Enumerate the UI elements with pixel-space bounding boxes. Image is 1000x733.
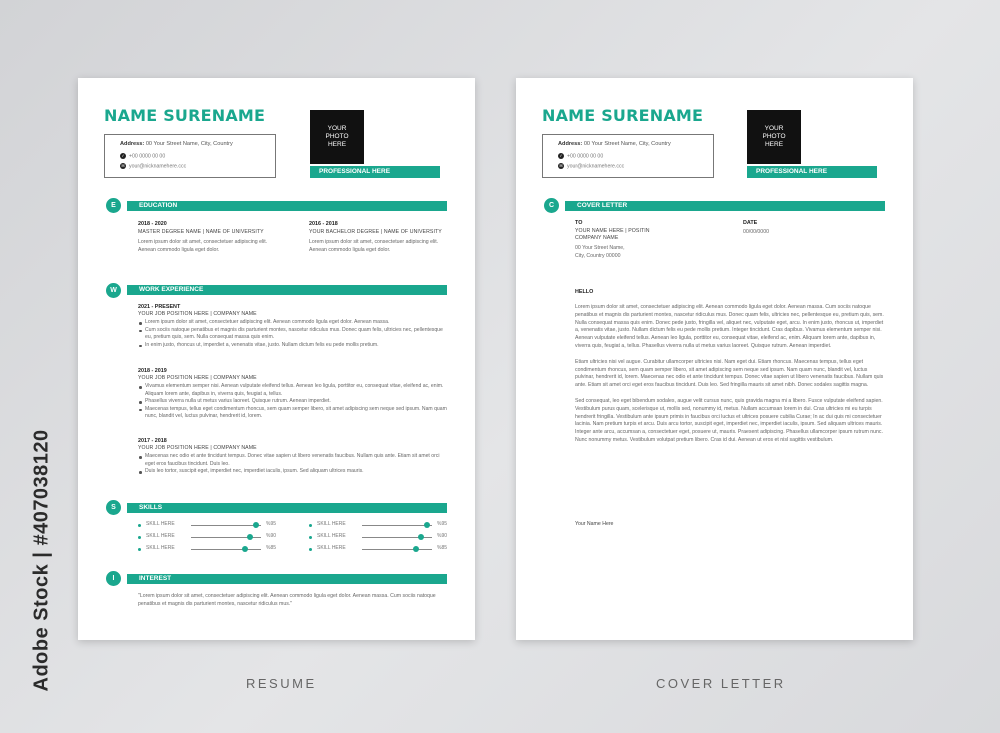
skill-label: SKILL HERE xyxy=(146,533,175,539)
job-position: YOUR JOB POSITION HERE | COMPANY NAME xyxy=(138,311,257,317)
date-value: 00/00/0000 xyxy=(743,229,769,235)
skill-row xyxy=(138,545,288,555)
photo-text-3: HERE xyxy=(764,141,784,149)
skill-slider-knob xyxy=(418,534,424,540)
skill-label: SKILL HERE xyxy=(146,545,175,551)
address-value: 00 Your Street Name, City, Country xyxy=(145,141,233,147)
cover-name: NAME SURENAME xyxy=(542,106,704,125)
work-job-3 xyxy=(138,438,448,476)
stock-id-watermark: Adobe Stock | #407038120 xyxy=(30,429,53,692)
skill-slider-track xyxy=(362,549,432,550)
to-company: COMPANY NAME xyxy=(575,235,619,241)
education-icon: E xyxy=(106,198,121,213)
bullet-icon xyxy=(309,548,312,551)
to-name: YOUR NAME HERE | POSITIN xyxy=(575,228,650,234)
job-bullet: Phasellus viverra nulla ut metus varius laoreet. Quisque rutrum. Aenean imperdiet. xyxy=(145,398,448,406)
resume-email-line xyxy=(120,163,186,169)
job-years: 2018 - 2019 xyxy=(138,368,167,374)
skill-percent: %85 xyxy=(437,545,448,551)
recipient-block xyxy=(575,220,725,260)
email-value: your@nicknamehere.ccc xyxy=(129,163,187,170)
skill-row xyxy=(138,533,288,543)
skill-label: SKILL HERE xyxy=(317,545,346,551)
to-address-line-2: City, Country 00000 xyxy=(575,253,621,259)
education-text: Lorem ipsum dolor sit amet, consectetuer adipiscing elit. Aenean commodo ligula eget dolor. xyxy=(309,239,439,253)
skill-label: SKILL HERE xyxy=(146,521,175,527)
skill-slider-knob xyxy=(424,522,430,528)
skill-row xyxy=(309,533,459,543)
date-label: DATE xyxy=(743,220,758,226)
bullet-icon xyxy=(309,536,312,539)
cover-professional-bar: PROFESSIONAL HERE xyxy=(747,166,877,178)
job-bullet: Lorem ipsum dolor sit amet, consectetuer adipiscing elit. Aenean commodo ligula eget dolor. Aenean massa. xyxy=(145,319,448,327)
resume-name: NAME SURENAME xyxy=(104,106,266,125)
letter-paragraph: Lorem ipsum dolor sit amet, consectetuer adipiscing elit. Aenean commodo ligula eget dolor. Aenean massa. Cum sociis natoque penatibus et magnis dis parturient montes, nascetur ridiculus mus. Donec quam felis, ultricies nec, pellentesque eu, pretium quis, sem. Nulla consequat massa quis enim. Donec pede justo, fringilla vel, aliquet nec, vulputate eget, arcu. In enim justo, rhoncus ut, imperdiet a, venenatis vitae, justo. Nullam dictum felis eu pede mollis pretium. Integer tincidunt. Cras dapibus. Vivamus elementum semper nisi. Aenean vulputate eleifend tellus. Aenean leo ligula, porttitor eu, consequat vitae, eleifend ac, enim. Aliquam lorem ante, dapibus in, viverra quis, feugiat a, tellus. Phasellus viverra nulla ut metus varius laoreet. Quisque rutrum. Aenean imperdiet. xyxy=(575,304,884,349)
bullet-icon xyxy=(138,524,141,527)
photo-text-1: YOUR xyxy=(327,124,347,132)
phone-icon: ✓ xyxy=(121,153,125,158)
work-job-2 xyxy=(138,368,448,421)
bullet-icon xyxy=(138,548,141,551)
cover-caption: COVER LETTER xyxy=(656,676,786,691)
job-bullet: Cum sociis natoque penatibus et magnis dis parturient montes, nascetur ridiculus mus. Donec quam felis, ultricies nec, pellentesque eu, pretium quis, sem. Nulla consequat massa quis enim. xyxy=(145,327,448,342)
skills-heading: SKILLS xyxy=(127,503,447,513)
resume-page xyxy=(78,78,475,640)
resume-phone-line xyxy=(120,153,165,159)
skills-icon: S xyxy=(106,500,121,515)
job-bullet: Maecenas tempus, tellus eget condimentum rhoncus, sem quam semper libero, sit amet adipiscing sem neque sed ipsum. Nam quam nunc, blandit vel, luctus pulvinar, hendrerit id, lorem. xyxy=(145,405,447,420)
skill-label: SKILL HERE xyxy=(317,533,346,539)
job-years: 2017 - 2018 xyxy=(138,438,167,444)
letter-paragraph: Etiam ultricies nisi vel augue. Curabitur ullamcorper ultricies nisi. Nam eget dui. Etiam rhoncus. Maecenas tempus, tellus eget condimentum rhoncus, sem quam semper libero, sit amet adipiscing sem neque sed ipsum. Nam quam nunc, blandit vel, luctus pulvinar, hendrerit id, lorem. Maecenas nec odio et ante tincidunt tempus. Donec vitae sapien ut libero venenatis faucibus. Nullam quis ante. Etiam sit amet orci eget eros faucibus tincidunt. Duis leo. Sed fringilla mauris sit amet nibh. Donec sodales sagittis magna. xyxy=(575,358,884,389)
skill-percent: %90 xyxy=(437,533,448,539)
photo-text-3: HERE xyxy=(327,141,347,149)
resume-contact-box xyxy=(104,134,276,178)
job-bullet: In enim justo, rhoncus ut, imperdiet a, venenatis vitae, justo. Nullam dictum felis eu pede mollis pretium. xyxy=(145,342,448,350)
email-icon: ✉ xyxy=(121,163,125,168)
resume-caption: RESUME xyxy=(246,676,317,691)
cover-contact-box xyxy=(542,134,714,178)
address-value: 00 Your Street Name, City, Country xyxy=(583,141,671,147)
phone-icon: ✓ xyxy=(559,153,563,158)
cover-letter-icon: C xyxy=(544,198,559,213)
interest-text: "Lorem ipsum dolor sit amet, consectetuer adipiscing elit. Aenean commodo ligula eget dolor. Aenean massa. Cum sociis natoque penatibus et magnis dis parturient montes, nascetur ridiculus mus." xyxy=(138,593,436,607)
cover-letter-page xyxy=(516,78,913,640)
signature: Your Name Here xyxy=(575,521,614,527)
work-icon: W xyxy=(106,283,121,298)
skill-row xyxy=(309,545,459,555)
skill-slider-track xyxy=(191,525,261,526)
skill-row xyxy=(138,521,288,531)
skill-slider-knob xyxy=(242,546,248,552)
job-bullet: Maecenas nec odio et ante tincidunt tempus. Donec vitae sapien ut libero venenatis faucibus. Nullam quis ante. Etiam sit amet orci eget eros faucibus tincidunt. Duis leo. xyxy=(145,453,448,468)
skill-percent: %90 xyxy=(266,533,277,539)
cover-letter-heading: COVER LETTER xyxy=(565,201,885,211)
skill-slider-knob xyxy=(253,522,259,528)
job-bullets xyxy=(138,453,448,476)
cover-photo-placeholder xyxy=(747,110,801,164)
resume-address-line xyxy=(120,141,233,147)
work-job-1 xyxy=(138,304,448,349)
letter-body xyxy=(575,304,886,453)
photo-text-2: PHOTO xyxy=(762,132,786,140)
cover-email-line xyxy=(558,163,624,169)
skill-percent: %85 xyxy=(266,545,277,551)
education-degree: MASTER DEGREE NAME | NAME OF UNIVERSITY xyxy=(138,229,264,235)
skill-percent: %95 xyxy=(266,521,277,527)
address-label: Address: xyxy=(558,141,583,147)
skill-slider-track xyxy=(362,525,432,526)
email-value: your@nicknamehere.ccc xyxy=(567,163,625,170)
education-text: Lorem ipsum dolor sit amet, consectetuer adipiscing elit. Aenean commodo ligula eget dolor. xyxy=(138,239,268,253)
education-entry-1 xyxy=(138,221,283,254)
bullet-icon xyxy=(309,524,312,527)
address-label: Address: xyxy=(120,141,145,147)
education-years: 2018 - 2020 xyxy=(138,221,167,227)
resume-photo-placeholder xyxy=(310,110,364,164)
cover-phone-line xyxy=(558,153,603,159)
resume-professional-bar: PROFESSIONAL HERE xyxy=(310,166,440,178)
to-label: TO xyxy=(575,220,583,226)
education-entry-2 xyxy=(309,221,454,254)
skill-slider-knob xyxy=(413,546,419,552)
education-years: 2016 - 2018 xyxy=(309,221,338,227)
skill-label: SKILL HERE xyxy=(317,521,346,527)
phone-value: +00 0000 00 00 xyxy=(129,153,166,160)
education-degree: YOUR BACHELOR DEGREE | NAME OF UNIVERSITY xyxy=(309,229,442,235)
date-block xyxy=(743,220,843,236)
job-position: YOUR JOB POSITION HERE | COMPANY NAME xyxy=(138,445,257,451)
job-position: YOUR JOB POSITION HERE | COMPANY NAME xyxy=(138,375,257,381)
phone-value: +00 0000 00 00 xyxy=(567,153,604,160)
job-bullet: Duis leo tortor, suscipit eget, imperdiet nec, imperdiet iaculis, ipsum. Sed aliquam ultrices mauris. xyxy=(145,468,448,476)
bullet-icon xyxy=(138,536,141,539)
job-bullets xyxy=(138,383,448,421)
work-heading: WORK EXPERIENCE xyxy=(127,285,447,295)
interest-heading: INTEREST xyxy=(127,574,447,584)
cover-address-line xyxy=(558,141,671,147)
job-bullets xyxy=(138,319,448,349)
photo-text-1: YOUR xyxy=(764,124,784,132)
education-heading: EDUCATION xyxy=(127,201,447,211)
skill-row xyxy=(309,521,459,531)
job-years: 2021 - PRESENT xyxy=(138,304,181,310)
skill-slider-track xyxy=(191,549,261,550)
job-bullet: Vivamus elementum semper nisi. Aenean vulputate eleifend tellus. Aenean leo ligula, porttitor eu, consequat vitae, eleifend ac, enim. Aliquam lorem ante, dapibus in, viverra quis, feugiat a, tellus. xyxy=(145,383,448,398)
skill-slider-knob xyxy=(247,534,253,540)
to-address-line-1: 00 Your Street Name, xyxy=(575,245,625,251)
photo-text-2: PHOTO xyxy=(325,132,349,140)
interest-icon: I xyxy=(106,571,121,586)
greeting: HELLO xyxy=(575,289,594,295)
skill-percent: %95 xyxy=(437,521,448,527)
email-icon: ✉ xyxy=(559,163,563,168)
letter-paragraph: Sed consequat, leo eget bibendum sodales, augue velit cursus nunc, quis gravida magna mi a libero. Fusce vulputate eleifend sapien. Vestibulum purus quam, scelerisque ut, mollis sed, nonummy id, metus. Nullam accumsan lorem in dui. Cras ultricies mi eu turpis hendrerit fringilla. Vestibulum ante ipsum primis in faucibus orci luctus et ultrices posuere cubilia Curae; In ac dui quis mi consectetuer lacinia. Nam pretium turpis et arcu. Duis arcu tortor, suscipit eget, imperdiet nec, imperdiet iaculis, ipsum. Sed aliquam ultrices mauris. Integer ante arcu, accumsan a, consectetuer eget, posuere ut, mauris. Praesent adipiscing. Phasellus ullamcorper ipsum rutrum nunc. Nunc nonummy metus. Vestibulum volutpat pretium libero. Cras id dui. Aenean ut eros et nisl sagittis vestibulum. xyxy=(575,397,883,443)
